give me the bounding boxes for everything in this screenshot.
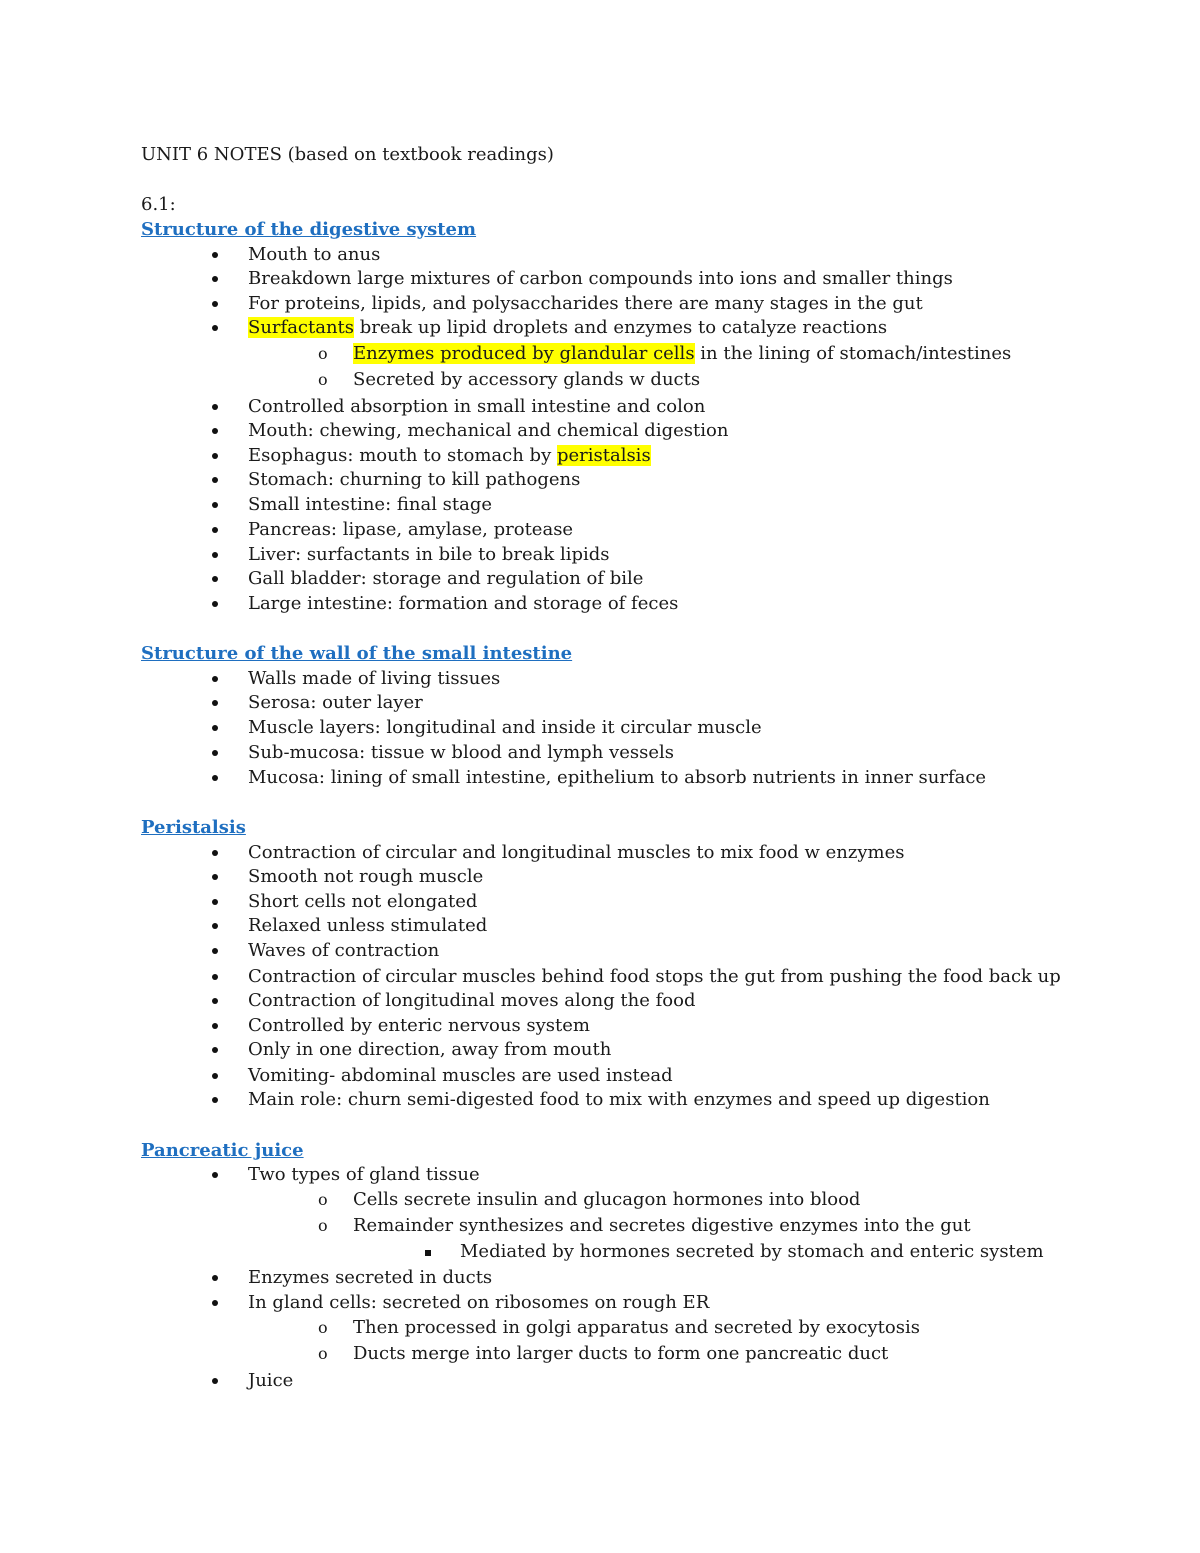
circle-bullet-icon: o — [318, 344, 328, 363]
heading-small-intestine-wall: Structure of the wall of the small intestine — [141, 643, 573, 664]
bullet-icon — [212, 1369, 222, 1393]
bullet-icon — [212, 1038, 222, 1062]
bullet-icon — [212, 592, 222, 616]
bullet-icon — [212, 518, 222, 542]
bullet-icon — [212, 493, 222, 517]
circle-bullet-icon: o — [318, 370, 328, 389]
bullet-icon — [212, 316, 222, 340]
bullet-icon — [212, 1291, 222, 1315]
circle-bullet-icon: o — [318, 1216, 328, 1235]
highlighted-term: Surfactants — [248, 317, 355, 338]
bullet-icon — [212, 395, 222, 419]
bullet-icon — [212, 716, 222, 740]
bullet-icon — [212, 267, 222, 291]
bullet-icon — [212, 965, 222, 989]
circle-bullet-icon: o — [318, 1190, 328, 1209]
highlighted-term: peristalsis — [556, 445, 651, 466]
bullet-icon — [212, 766, 222, 790]
bullet-icon — [212, 914, 222, 938]
bullet-icon — [212, 865, 222, 889]
document-title: UNIT 6 NOTES (based on textbook readings) — [141, 144, 554, 165]
circle-bullet-icon: o — [318, 1344, 328, 1363]
bullet-icon — [212, 419, 222, 443]
bullet-icon — [212, 667, 222, 691]
bullet-icon — [212, 468, 222, 492]
bullet-icon — [212, 989, 222, 1013]
square-bullet-icon — [425, 1240, 431, 1264]
document-page: UNIT 6 NOTES (based on textbook readings) 6.1: Structure of the digestive system Mouth to anus Breakdown large mixtures of carbon compounds into ions and smaller things For proteins, lipids, and polysaccharides there are many stages in the gut Surfactants break up lipid droplets and enzymes to catalyze reactions o Enzymes produced by glandular cells in the lining of stomach/intestines o Secreted by accessory glands w ducts Controlled absorption in small intestine and colon Mouth: chewing, mechanical and chemical digestion Esophagus: mouth to stomach by peristalsis Stomach: churning to kill pathogens Small intestine: final stage Pancreas: lipase, amylase, protease Liver: surfactants in bile to break lipids Gall bladder: storage and regulation of bile Large intestine: formation and storage of feces Structure of the wall of the small intestine Walls made of living tissues Serosa: outer layer Muscle layers: longitudinal and inside it circular muscle Sub-mucosa: tissue w blood and lymph vessels Mucosa: lining of small intestine, epithelium to absorb nutrients in inner surface Peristalsis Contraction of circular and longitudinal muscles to mix food w enzymes Smooth not rough muscle Short cells not elongated Relaxed unless stimulated Waves of contraction Contraction of circular muscles behind food stops the gut from pushing the food back up Contraction of longitudinal moves along the food Controlled by enteric nervous system Only in one direction, away from mouth Vomiting- abdominal muscles are used instead Main role: churn semi-digested food to mix with enzymes and speed up digestion Pancreatic juice Two types of gland tissue o Cells secrete insulin and glucagon hormones into blood o Remainder synthesizes and secretes digestive enzymes into the gut Mediated by hormones secreted by stomach and enteric system Enzymes secreted in ducts In gland cells: secreted on ribosomes on rough ER o Then processed in golgi apparatus and secreted by exocytosis o Ducts merge into larger ducts to form one pancreatic duct Juice — [141, 144, 1061, 1391]
heading-pancreatic-juice: Pancreatic juice — [141, 1140, 304, 1161]
bullet-icon — [212, 741, 222, 765]
bullet-icon — [212, 939, 222, 963]
section-number: 6.1: — [141, 194, 176, 215]
bullet-icon — [212, 1088, 222, 1112]
bullet-icon — [212, 1163, 222, 1187]
bullet-icon — [212, 841, 222, 865]
heading-peristalsis: Peristalsis — [141, 817, 246, 838]
bullet-icon — [212, 691, 222, 715]
heading-digestive-system: Structure of the digestive system — [141, 219, 477, 240]
bullet-icon — [212, 890, 222, 914]
bullet-icon — [212, 243, 222, 267]
bullet-icon — [212, 543, 222, 567]
bullet-icon — [212, 292, 222, 316]
bullet-icon — [212, 1064, 222, 1088]
bullet-icon — [212, 1266, 222, 1290]
bullet-icon — [212, 1014, 222, 1038]
circle-bullet-icon: o — [318, 1318, 328, 1337]
highlighted-term: Enzymes produced by glandular cells — [353, 343, 695, 364]
bullet-icon — [212, 567, 222, 591]
bullet-icon — [212, 444, 222, 468]
